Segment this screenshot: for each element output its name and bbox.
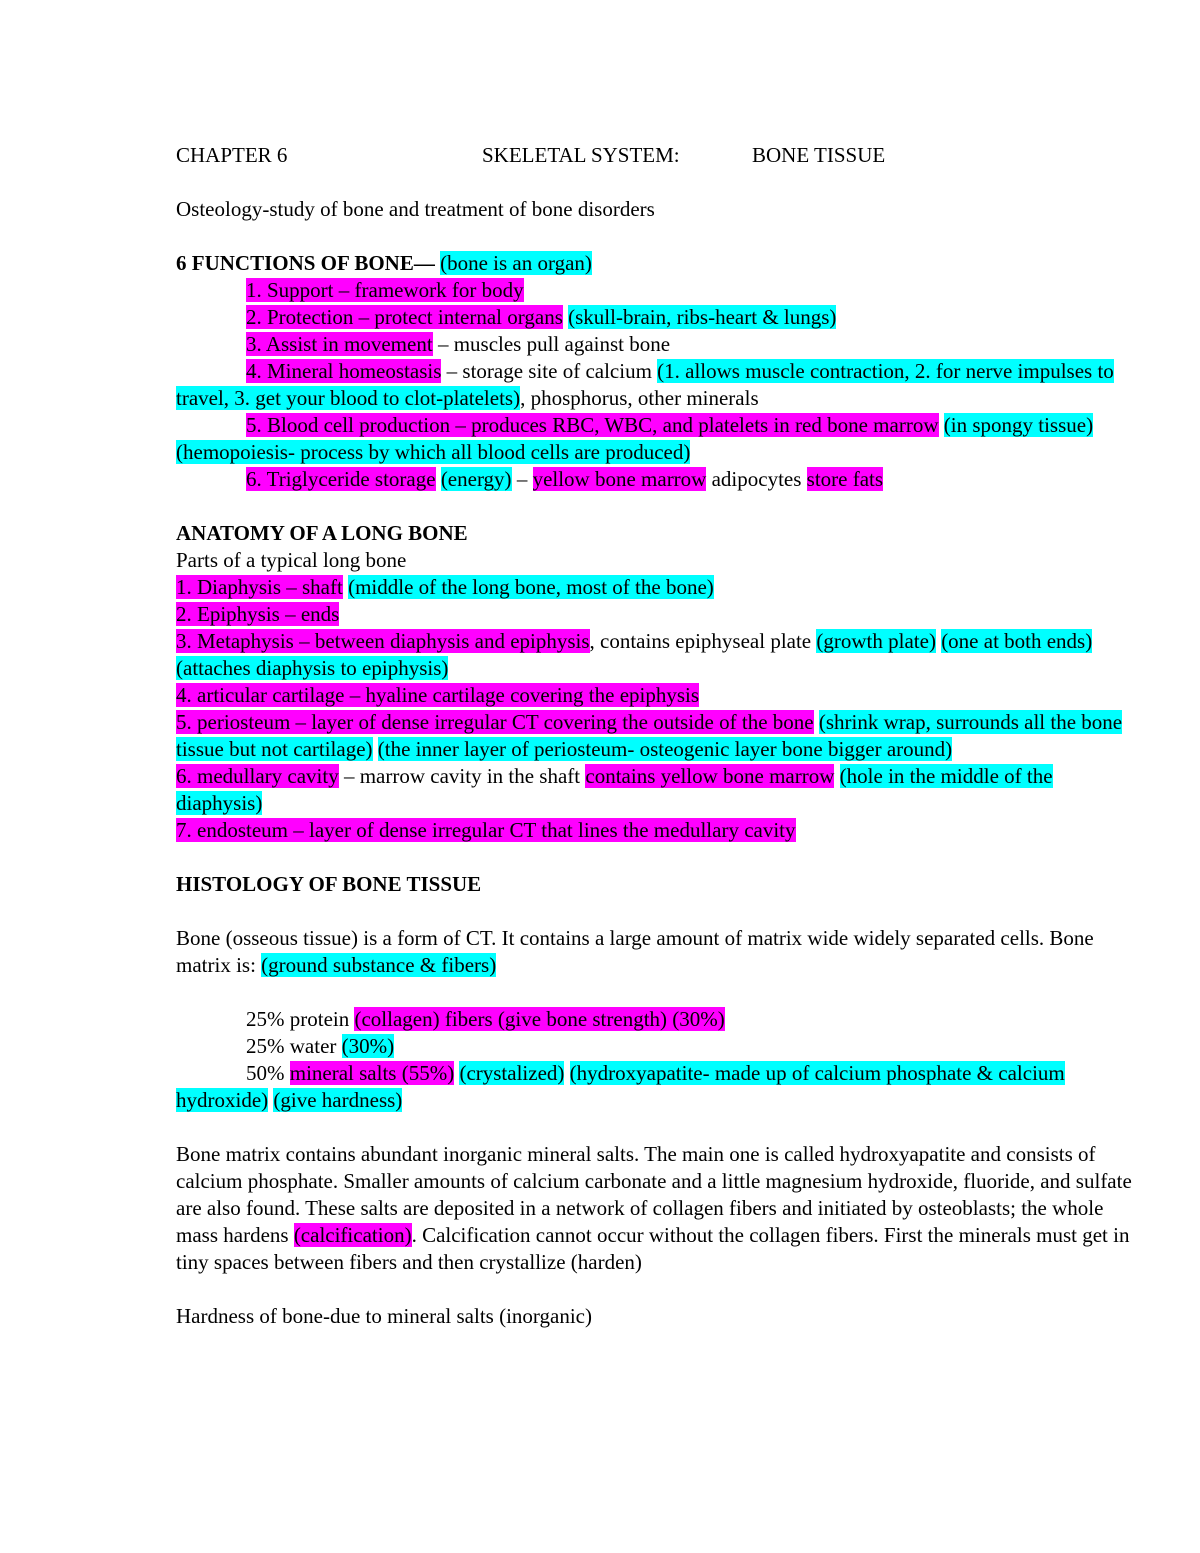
function-item: 1. Support – framework for body [246, 278, 524, 302]
function-item: 6. Triglyceride storage (energy) – yellow bone marrow adipocytes store fats [246, 467, 884, 491]
anatomy-item: 7. endosteum – layer of dense irregular CT that lines the medullary cavity [176, 818, 796, 842]
composition-item: 25% water (30%) [246, 1034, 395, 1058]
anatomy-item: 2. Epiphysis – ends [176, 602, 340, 626]
functions-heading [176, 250, 1134, 277]
functions-title: 6 FUNCTIONS OF BONE— [176, 251, 435, 275]
anatomy-subtitle: Parts of a typical long bone [176, 548, 407, 572]
anatomy-item: 5. periosteum – layer of dense irregular CT covering the outside of the bone (shrink wrap, surrounds all the bone tissue but not cartilage) (the inner layer of periosteum- osteogenic layer bone bigger around) [176, 710, 1123, 761]
anatomy-heading: ANATOMY OF A LONG BONE [176, 521, 468, 545]
histology-heading: HISTOLOGY OF BONE TISSUE [176, 872, 482, 896]
chapter-header [176, 142, 1134, 169]
functions-note: (bone is an organ) [440, 251, 592, 275]
function-item: 5. Blood cell production – produces RBC, WBC, and platelets in red bone marrow (in spongy tissue) (hemopoiesis- process by which all blood cells are produced) [176, 413, 1094, 464]
composition-item: 50% mineral salts (55%) (crystalized) (hydroxyapatite- made up of calcium phosphate & calcium hydroxide) (give hardness) [176, 1061, 1065, 1112]
bone-matrix-paragraph: Bone matrix contains abundant inorganic mineral salts. The main one is called hydroxyapatite and consists of calcium phosphate. Smaller amounts of calcium carbonate and a little magnesium hydroxide, fluoride, and sulfate are also found. These salts are deposited in a network of collagen fibers and initiated by osteoblasts; the whole mass hardens (calcification). Calcification cannot occur without the collagen fibers. First the minerals must get in tiny spaces between fibers and then crystallize (harden) [176, 1142, 1132, 1274]
document-body [176, 142, 1134, 1330]
composition-item: 25% protein (collagen) fibers (give bone strength) (30%) [246, 1007, 725, 1031]
histology-intro: Bone (osseous tissue) is a form of CT. It contains a large amount of matrix wide widely separated cells. Bone matrix is: (ground substance & fibers) [176, 926, 1094, 977]
anatomy-item: 3. Metaphysis – between diaphysis and epiphysis, contains epiphyseal plate (growth plate) (one at both ends) (attaches diaphysis to epiphysis) [176, 629, 1093, 680]
osteology-definition: Osteology-study of bone and treatment of bone disorders [176, 197, 655, 221]
function-item: 3. Assist in movement – muscles pull against bone [246, 332, 671, 356]
hardness-note: Hardness of bone-due to mineral salts (inorganic) [176, 1304, 592, 1328]
chapter-topic: BONE TISSUE [752, 143, 886, 167]
function-item: 4. Mineral homeostasis – storage site of calcium (1. allows muscle contraction, 2. for nerve impulses to travel, 3. get your blood to clot-platelets), phosphorus, other minerals [176, 359, 1114, 410]
anatomy-item: 6. medullary cavity – marrow cavity in the shaft contains yellow bone marrow (hole in the middle of the diaphysis) [176, 764, 1053, 815]
anatomy-item: 4. articular cartilage – hyaline cartilage covering the epiphysis [176, 683, 700, 707]
chapter-number: CHAPTER 6 [176, 143, 288, 167]
function-item: 2. Protection – protect internal organs (skull-brain, ribs-heart & lungs) [246, 305, 837, 329]
chapter-system: SKELETAL SYSTEM: [482, 143, 680, 167]
anatomy-item: 1. Diaphysis – shaft (middle of the long bone, most of the bone) [176, 575, 714, 599]
